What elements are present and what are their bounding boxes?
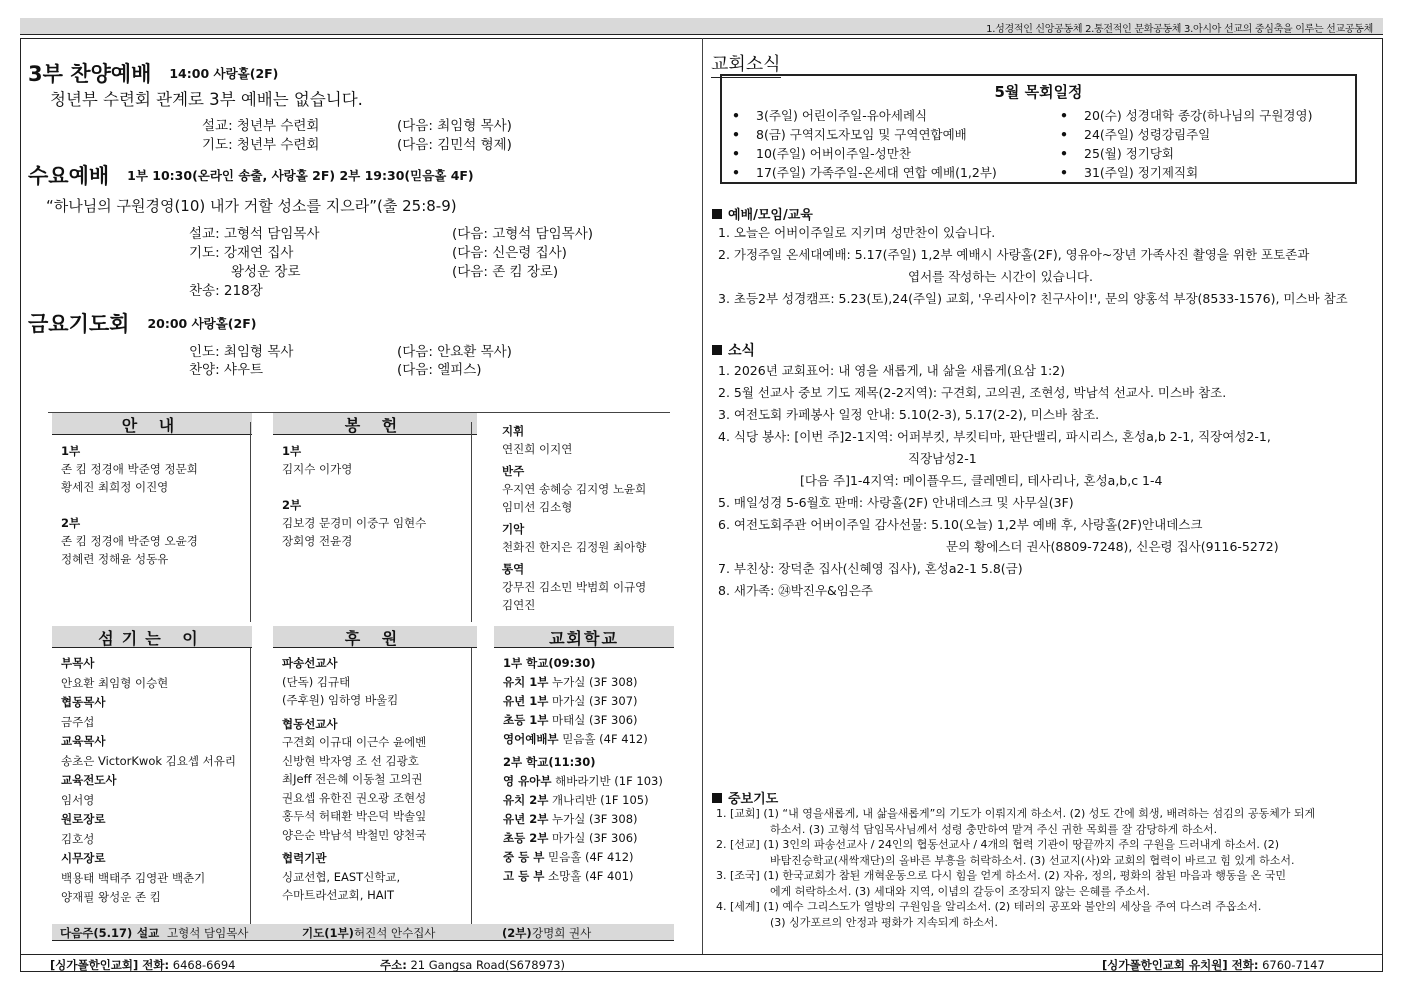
grid-vline-4 bbox=[471, 648, 472, 924]
prayer-line: 4. [세계] (1) 예수 그리스도가 열방의 구원임을 알리소서. (2) 테러의 공포와 불안의 세상을 주여 다스려 주옵소서. bbox=[716, 900, 1262, 913]
service-3-title: 3부 찬양예배 bbox=[28, 62, 152, 86]
wednesday-title: 수요예배 bbox=[28, 164, 110, 188]
prayer-line: (3) 싱가포르의 안정과 평화가 지속되게 하소서. bbox=[770, 915, 998, 929]
footer bbox=[20, 954, 1383, 972]
service-3-next-prayer: (다음: 김민석 형제) bbox=[397, 137, 512, 153]
guide-g1-names-a: 존 킴 정경애 박준영 정문희 bbox=[61, 462, 198, 476]
school-2-room: 마가실 (3F 307) bbox=[552, 694, 638, 708]
school-s2: 2부 학교(11:30) bbox=[503, 755, 596, 769]
prayer-list bbox=[716, 806, 1315, 930]
support-v2e: 홍두석 허태환 박은덕 박솔잎 bbox=[282, 809, 427, 823]
wed-next-preacher: (다음: 고형석 담임목사) bbox=[452, 226, 594, 242]
school-10-name: 고 등 부 bbox=[503, 869, 545, 883]
address-label: 주소: bbox=[380, 958, 407, 972]
service-3-notice: 청년부 수련회 관계로 3부 예배는 없습니다. bbox=[50, 90, 363, 109]
support-v3a: 싱교선협, EAST신학교, bbox=[282, 869, 401, 884]
servers-v3: 송초은 VictorKwok 김요셉 서유리 bbox=[61, 753, 236, 768]
schedule-item: • 24(주일) 성령강림주일 bbox=[1060, 125, 1312, 144]
address: 21 Gangsa Road(S678973) bbox=[410, 958, 566, 972]
service-3-meta: 14:00 사랑홀(2F) bbox=[169, 66, 279, 81]
news-title-text: 교회소식 bbox=[711, 50, 781, 78]
next-sermon: 고형석 담임목사 bbox=[167, 926, 249, 940]
support-l3: 협력기관 bbox=[282, 851, 327, 865]
schedule-item: • 31(주일) 정기제직회 bbox=[1060, 163, 1312, 182]
fri-next-praise: (다음: 엘피스) bbox=[397, 362, 482, 378]
list-item: 3. 초등2부 성경캠프: 5.23(토),24(주일) 교회, '우리사이? 친구사이!', 문의 양홍석 부장(8533-1576), 미스바 참조 bbox=[718, 291, 1348, 306]
next-sermon-label: 설교 bbox=[137, 926, 160, 940]
square-bullet-icon bbox=[712, 345, 722, 355]
school-2-name: 유년 1부 bbox=[503, 694, 549, 708]
school-9-room: 믿음홀 (4F 412) bbox=[548, 850, 634, 864]
worship-section-title bbox=[712, 204, 813, 223]
wed-hymn: 찬송: 218장 bbox=[189, 283, 263, 299]
list-item: 엽서를 작성하는 시간이 있습니다. bbox=[908, 269, 1093, 284]
schedule-item: • 20(수) 성경대학 종강(하나님의 구원경영) bbox=[1060, 106, 1312, 125]
square-bullet-icon bbox=[712, 209, 722, 219]
prayer-line: 1. [교회] (1) “내 영을새롭게, 내 삶을새롭게”의 기도가 이뤄지게 하소서. (2) 성도 간에 희생, 배려하는 섬김의 공동체가 되게 bbox=[716, 807, 1316, 820]
offering-g1-label: 1부 bbox=[282, 444, 302, 458]
school-8-name: 초등 2부 bbox=[503, 831, 549, 845]
servers-l1: 부목사 bbox=[61, 656, 95, 670]
friday-service bbox=[28, 308, 256, 338]
servers-l3: 교육목사 bbox=[61, 734, 106, 748]
interpreter-label: 통역 bbox=[502, 562, 525, 576]
list-item: 5. 매일성경 5-6월호 판매: 사랑홀(2F) 안내데스크 및 사무실(3F) bbox=[718, 495, 1074, 510]
kinder-phone: 6760-7147 bbox=[1262, 958, 1325, 972]
servers-v2: 금주섭 bbox=[61, 714, 95, 729]
wed-next-prayer-2: (다음: 존 킴 장로) bbox=[452, 264, 559, 280]
school-header: 교회학교 bbox=[494, 626, 674, 648]
guide-g1-label: 1부 bbox=[61, 444, 81, 458]
support-v2f: 양은순 박남석 박철민 양천국 bbox=[282, 827, 427, 842]
news-section-title bbox=[712, 340, 755, 360]
guide-header: 안 내 bbox=[52, 413, 252, 435]
offering-g2-names-b: 장회영 전윤경 bbox=[282, 534, 353, 548]
accompanist-names-a: 우지연 송혜승 김지영 노윤희 bbox=[502, 482, 647, 496]
next-p2-label: (2부) bbox=[502, 926, 532, 940]
next-week-bar bbox=[52, 924, 674, 941]
servers-v5: 김호성 bbox=[61, 831, 95, 846]
list-item: 1. 오늘은 어버이주일로 지키며 성만찬이 있습니다. bbox=[718, 225, 996, 240]
school-6-name: 유치 2부 bbox=[503, 793, 549, 807]
next-p2: 강명희 권사 bbox=[532, 926, 592, 940]
list-item: 2. 5월 선교사 중보 기도 제목(2-2지역): 구견회, 고의권, 조현성, 박남석 선교사. 미스바 참조. bbox=[718, 385, 1227, 400]
may-schedule-title: 5월 목회일정 bbox=[994, 83, 1083, 101]
list-item: 직장남성2-1 bbox=[908, 451, 977, 466]
service-3-next-preacher: (다음: 최임형 목사) bbox=[397, 118, 512, 134]
kinder-phone-label: [싱가폴한인교회 유치원] 전화: bbox=[1102, 958, 1259, 972]
wednesday-sermon: “하나님의 구원경영(10) 내가 거할 성소를 지으라”(출 25:8-9) bbox=[46, 197, 457, 215]
interpreter-names-a: 강무진 김소민 박범희 이규영 bbox=[502, 580, 647, 594]
offering-g2-names-a: 김보경 문경미 이중구 임현수 bbox=[282, 516, 427, 530]
service-3 bbox=[28, 58, 278, 88]
schedule-item: • 25(월) 정기당회 bbox=[1060, 144, 1312, 163]
servers-l4: 교육전도사 bbox=[61, 773, 117, 787]
servers-v1: 안요환 최임형 이승현 bbox=[61, 675, 169, 690]
list-item: 문의 황에스더 권사(8809-7248), 신은령 집사(9116-5272) bbox=[946, 539, 1279, 554]
worship-section-title-text: 예배/모임/교육 bbox=[728, 208, 813, 223]
wed-prayer-2: 왕성운 장로 bbox=[231, 264, 301, 280]
prayer-line: 에게 허락하소서. (3) 세대와 지역, 이념의 갈등이 조장되지 않는 은혜를 주소서. bbox=[770, 884, 1150, 898]
support-v2a: 구견회 이규대 이근수 윤에벤 bbox=[282, 735, 427, 749]
next-prayer-label: 기도(1부) bbox=[302, 926, 354, 940]
schedule-item: • 3(주일) 어린이주일-유아세례식 bbox=[732, 106, 997, 125]
support-v2b: 신방현 박자영 조 선 김광호 bbox=[282, 753, 419, 768]
next-prayer: 허진석 안수집사 bbox=[354, 926, 436, 940]
support-v2d: 권요셉 유한진 권오광 조현성 bbox=[282, 790, 427, 805]
conductor-names: 연진희 이지연 bbox=[502, 442, 573, 456]
list-item: 8. 새가족: ㉔박진우&임은주 bbox=[718, 583, 874, 598]
guide-g1-names-b: 황세진 최희정 이진영 bbox=[61, 480, 169, 494]
church-motto: 1.성경적인 신앙공동체 2.통전적인 문화공동체 3.아시아 선교의 중심축을 이루는 선교공동체 bbox=[20, 18, 1383, 35]
support-header: 후 원 bbox=[273, 626, 477, 648]
servers-l2: 협동목사 bbox=[61, 695, 106, 709]
school-3-name: 초등 1부 bbox=[503, 713, 549, 727]
support-v3b: 수마트라선교회, HAIT bbox=[282, 888, 395, 902]
news-section-title-text: 소식 bbox=[728, 343, 756, 359]
servers-l6: 시무장로 bbox=[61, 851, 106, 865]
fri-praise: 찬양: 샤우트 bbox=[189, 362, 264, 378]
school-7-name: 유년 2부 bbox=[503, 812, 549, 826]
service-3-prayer: 기도: 청년부 수련회 bbox=[202, 137, 320, 153]
servers-v6b: 양재필 왕성운 존 킴 bbox=[61, 890, 161, 904]
worship-list bbox=[718, 222, 1348, 310]
support-l1: 파송선교사 bbox=[282, 656, 338, 670]
support-l2: 협동선교사 bbox=[282, 716, 338, 731]
offering-g1-names: 김지수 이가영 bbox=[282, 462, 353, 476]
church-phone-label: [싱가폴한인교회] 전화: bbox=[50, 958, 170, 972]
servers-v4: 임서영 bbox=[61, 792, 95, 807]
accompanist-names-b: 임미선 김소형 bbox=[502, 500, 573, 514]
school-block bbox=[503, 654, 663, 886]
school-5-name: 영 유아부 bbox=[503, 774, 552, 788]
fri-leader: 인도: 최임형 목사 bbox=[189, 344, 294, 360]
school-6-room: 개나리반 (1F 105) bbox=[552, 793, 649, 807]
prayer-line: 바탐진승학교(새싹재단)의 올바른 부흥을 허락하소서. (3) 선교지(사)와 교회의 협력이 바르고 힘 있게 하소서. bbox=[770, 853, 1295, 867]
grid-vline-1 bbox=[250, 422, 251, 622]
list-item: 1. 2026년 교회표어: 내 영을 새롭게, 내 삶을 새롭게(요삼 1:2) bbox=[718, 363, 1065, 378]
wednesday-meta: 1부 10:30(온라인 송출, 사랑홀 2F) 2부 19:30(믿음홀 4F) bbox=[127, 168, 474, 183]
guide-block bbox=[61, 442, 198, 568]
support-block bbox=[282, 654, 426, 905]
grid-vline-2 bbox=[471, 422, 472, 622]
wednesday-service bbox=[28, 160, 474, 190]
service-3-preacher: 설교: 청년부 수련회 bbox=[202, 118, 320, 134]
school-1-name: 유치 1부 bbox=[503, 675, 549, 689]
school-4-room: 믿음홀 (4F 412) bbox=[562, 732, 648, 746]
school-8-room: 마가실 (3F 306) bbox=[552, 831, 638, 845]
servers-v6a: 백용태 백태주 김영관 백춘기 bbox=[61, 870, 206, 885]
support-v1b: (주후원) 임하영 바울킴 bbox=[282, 693, 399, 707]
schedule-right bbox=[1060, 106, 1312, 182]
school-3-room: 마태실 (3F 306) bbox=[552, 713, 638, 727]
list-item: 7. 부친상: 장덕춘 집사(신혜영 집사), 혼성a2-1 5.8(금) bbox=[718, 561, 1023, 576]
wed-preacher: 설교: 고형석 담임목사 bbox=[189, 226, 320, 242]
list-item: 6. 여전도회주관 어버이주일 감사선물: 5.10(오늘) 1,2부 예배 후, 사랑홀(2F)안내데스크 bbox=[718, 517, 1203, 532]
grid-vline-3 bbox=[250, 648, 251, 924]
schedule-item: • 8(금) 구역지도자모임 및 구역연합예배 bbox=[732, 125, 997, 144]
guide-g2-names-a: 존 킴 정경애 박준영 오윤경 bbox=[61, 534, 198, 548]
square-bullet-icon bbox=[712, 793, 722, 803]
instrument-label: 기악 bbox=[502, 522, 525, 536]
prayer-section-title bbox=[712, 788, 778, 807]
school-4-name: 영어예배부 bbox=[503, 732, 559, 746]
list-item: 3. 여전도회 카페봉사 일정 안내: 5.10(2-3), 5.17(2-2), 미스바 참조. bbox=[718, 407, 1100, 422]
prayer-line: 2. [선교] (1) 3인의 파송선교사 / 24인의 협동선교사 / 4개의 협력 기관이 땅끝까지 주의 구원을 드러내게 하소서. (2) bbox=[716, 838, 1279, 851]
support-v2c: 최Jeff 전은혜 이동철 고의권 bbox=[282, 772, 423, 786]
may-schedule-box bbox=[720, 74, 1357, 184]
instrument-names: 천화진 한지은 김정원 최아향 bbox=[502, 540, 647, 554]
list-item: 2. 가정주일 온세대예배: 5.17(주일) 1,2부 예배시 사랑홀(2F), 영유아~장년 가족사진 촬영을 위한 포토존과 bbox=[718, 247, 1310, 262]
servers-header: 섬기는 이 bbox=[52, 626, 252, 648]
schedule-left bbox=[732, 106, 997, 182]
offering-g2-label: 2부 bbox=[282, 498, 302, 512]
wed-next-prayer: (다음: 신은령 집사) bbox=[452, 245, 567, 261]
next-week-label: 다음주(5.17) bbox=[60, 926, 133, 940]
interpreter-names-b: 김연진 bbox=[502, 598, 536, 612]
fri-next-leader: (다음: 안요환 목사) bbox=[397, 344, 512, 360]
schedule-item: • 10(주일) 어버이주일-성만찬 bbox=[732, 144, 997, 163]
list-item: [다음 주]1-4지역: 메이플우드, 클레멘티, 테사리나, 혼성a,b,c 1-4 bbox=[800, 473, 1163, 488]
guide-g2-label: 2부 bbox=[61, 516, 81, 530]
school-1-room: 누가실 (3F 308) bbox=[552, 675, 638, 689]
servers-block bbox=[61, 654, 236, 908]
prayer-line: 3. [조국] (1) 한국교회가 참된 개혁운동으로 다시 힘을 얻게 하소서. (2) 자유, 정의, 평화의 참된 마음과 행동을 온 국민 bbox=[716, 869, 1286, 882]
guide-g2-names-b: 정혜련 정해윤 성동유 bbox=[61, 552, 169, 566]
support-v1a: (단독) 김규태 bbox=[282, 674, 351, 689]
offering-block bbox=[282, 442, 426, 550]
offering-header: 봉 헌 bbox=[273, 413, 477, 435]
school-7-room: 누가실 (3F 308) bbox=[552, 812, 638, 826]
prayer-line: 하소서. (3) 고형석 담임목사님께서 성령 충만하여 맡겨 주신 귀한 목회를 잘 감당하게 하소서. bbox=[770, 822, 1218, 836]
school-s1: 1부 학교(09:30) bbox=[503, 656, 596, 670]
wed-prayer: 기도: 강재연 집사 bbox=[189, 245, 294, 261]
school-10-room: 소망홀 (4F 401) bbox=[548, 869, 634, 883]
friday-meta: 20:00 사랑홀(2F) bbox=[147, 316, 257, 331]
column-divider bbox=[702, 38, 703, 954]
list-item: 4. 식당 봉사: [이번 주]2-1지역: 어퍼부킷, 부킷티마, 판단밸리, 파시리스, 혼성a,b 2-1, 직장여성2-1, bbox=[718, 429, 1271, 444]
school-5-room: 해바라기반 (1F 103) bbox=[555, 774, 663, 788]
friday-title: 금요기도회 bbox=[28, 312, 130, 336]
schedule-item: • 17(주일) 가족주일-온세대 연합 예배(1,2부) bbox=[732, 163, 997, 182]
news-list bbox=[718, 360, 1279, 602]
prayer-section-title-text: 중보기도 bbox=[728, 792, 779, 807]
roles-block bbox=[502, 422, 646, 614]
accompanist-label: 반주 bbox=[502, 464, 525, 478]
church-phone: 6468-6694 bbox=[172, 958, 236, 972]
school-9-name: 중 등 부 bbox=[503, 850, 545, 864]
conductor-label: 지휘 bbox=[502, 424, 525, 438]
servers-l5: 원로장로 bbox=[61, 812, 106, 826]
